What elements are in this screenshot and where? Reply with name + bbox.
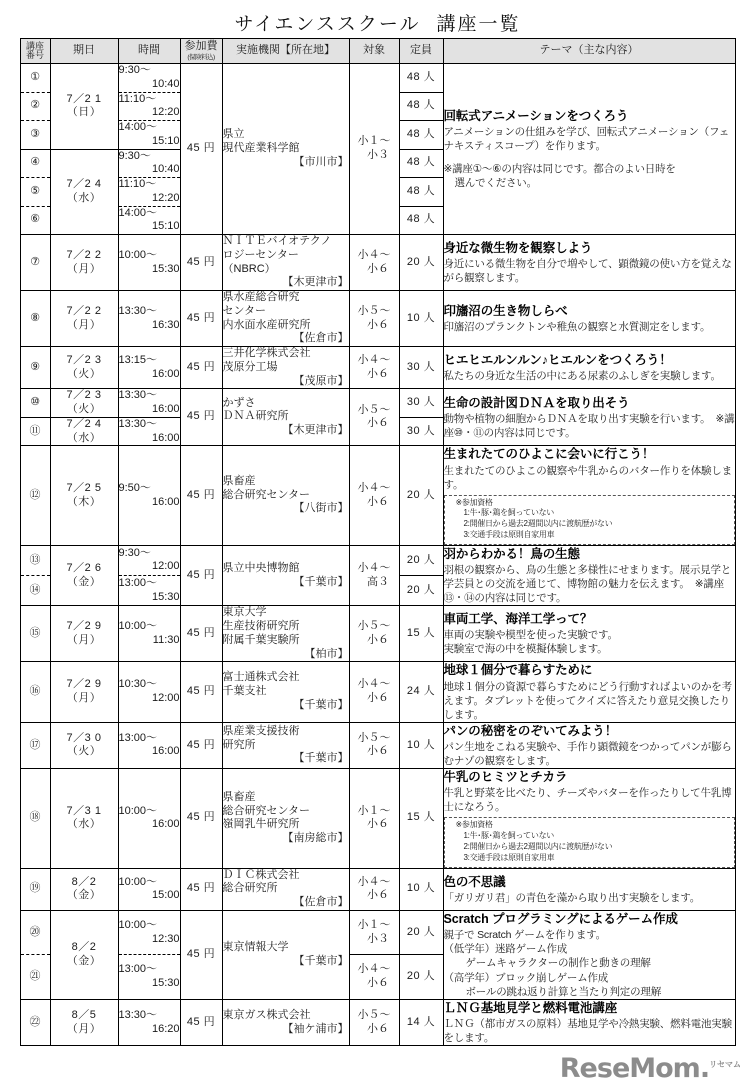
table-row (20, 999, 735, 1045)
cell-target: 小５～ 小６ (349, 722, 399, 768)
qual-item: 1:牛･豚･鶏を飼っていない (463, 831, 554, 841)
theme-desc: ＬＮＧ（都市ガスの原料）基地見学や冷熱実験、燃料電池実験をします。 (443, 1018, 732, 1045)
table-row (20, 910, 735, 955)
cell-date: 7／2 5 （木） (50, 446, 118, 546)
column-header-theme: テーマ（主な内容） (443, 39, 735, 64)
cell-time: 10:00～ 15:00 (118, 868, 180, 910)
column-header-organization: 実施機関【所在地】 (222, 39, 349, 64)
cell-time: 13:00～ 16:00 (118, 722, 180, 768)
qual-item: 3:交通手段は原則自家用車 (463, 852, 555, 862)
cell-capacity: 10 人 (399, 868, 443, 910)
cell-course-no: ④ (20, 149, 50, 178)
cell-organization: 県産業支援技術 研究所 【千葉市】 (222, 722, 349, 768)
theme-desc: パン生地をこねる実験や、手作り顕微鏡をつかってパンが膨らむナゾの観察をします。 (443, 740, 732, 767)
theme-title: ヒエヒエルンルン♪ヒエルンをつくろう！ (443, 352, 672, 367)
cell-organization: 東京情報大学 【千葉市】 (222, 910, 349, 999)
theme-title: ＬＮＧ基地見学と燃料電池講座 (443, 1000, 618, 1015)
cell-fee: 45 円 (180, 722, 222, 768)
cell-theme (443, 446, 735, 546)
qualification-box (444, 495, 735, 545)
cell-fee: 45 円 (180, 64, 222, 235)
column-header-course-no (20, 39, 50, 64)
cell-target: 小４～ 小６ (349, 446, 399, 546)
theme-desc: 身近にいる微生物を自分で増やして、顕微鏡の使い方を覚えながら観察します。 (443, 258, 732, 285)
cell-date: 7／2 6 （金） (50, 545, 118, 605)
watermark-text: ReseMom (559, 1053, 700, 1084)
cell-date: 7／2 3 （火） (50, 347, 118, 389)
cell-target: 小１～ 小６ (349, 769, 399, 869)
table-row (20, 722, 735, 768)
cell-capacity: 10 人 (399, 291, 443, 347)
cell-capacity: 20 人 (399, 235, 443, 291)
cell-capacity: 20 人 (399, 576, 443, 606)
cell-target: 小５～ 小６ (349, 999, 399, 1045)
cell-time: 13:30～ 16:00 (118, 417, 180, 446)
cell-capacity: 30 人 (399, 347, 443, 389)
theme-desc: 車両の実験や模型を使った実験です。 実験室で海の中を模擬体験します。 (443, 629, 618, 656)
cell-fee: 45 円 (180, 389, 222, 446)
cell-time: 9:30～ 10:40 (118, 64, 180, 93)
theme-note: ※講座①～⑥の内容は同じです。都合のよい日時を 選んでください。 (443, 163, 676, 190)
resemom-watermark (560, 1053, 741, 1084)
cell-course-no: ⑰ (20, 722, 50, 768)
column-header-time: 時間 (118, 39, 180, 64)
cell-course-no: ③ (20, 121, 50, 150)
cell-time: 9:30～ 12:00 (118, 545, 180, 575)
cell-theme (443, 722, 735, 768)
table-row (20, 347, 735, 389)
cell-time: 9:50～ 16:00 (118, 446, 180, 546)
cell-capacity: 48 人 (399, 121, 443, 150)
cell-course-no: ⑥ (20, 206, 50, 235)
cell-theme (443, 910, 735, 999)
cell-theme (443, 291, 735, 347)
cell-course-no: ⑨ (20, 347, 50, 389)
theme-desc: 親子で Scratch ゲームを作ります。 (443, 929, 606, 942)
cell-time: 10:00～ 16:00 (118, 769, 180, 869)
cell-organization: 県立中央博物館 【千葉市】 (222, 545, 349, 605)
cell-capacity: 30 人 (399, 389, 443, 418)
cell-course-no: ⑫ (20, 446, 50, 546)
cell-capacity: 48 人 (399, 149, 443, 178)
cell-course-no: ① (20, 64, 50, 93)
theme-desc: 動物や植物の細胞からＤＮＡを取り出す実験を行います。 ※講座⑩・⑪の内容は同じです。 (443, 412, 735, 439)
cell-organization: 富士通株式会社 千葉支社 【千葉市】 (222, 662, 349, 722)
cell-course-no: ⑤ (20, 178, 50, 207)
cell-target: 小５～ 小６ (349, 606, 399, 662)
cell-time: 10:00～ 15:30 (118, 235, 180, 291)
cell-date: 7／3 1 （水） (50, 769, 118, 869)
cell-capacity: 30 人 (399, 417, 443, 446)
cell-theme (443, 235, 735, 291)
qual-item: 2:開催日から過去2週間以内に渡航歴がない (463, 519, 613, 529)
cell-theme (443, 606, 735, 662)
cell-target: 小４～ 小６ (349, 955, 399, 1000)
cell-target: 小４～ 高３ (349, 545, 399, 605)
cell-date: 7／2 2 （月） (50, 291, 118, 347)
cell-theme (443, 999, 735, 1045)
page-title-sub: 講座一覧 (436, 14, 521, 35)
cell-course-no: ⑦ (20, 235, 50, 291)
watermark-tm: リセマム (709, 1060, 741, 1069)
cell-capacity: 24 人 (399, 662, 443, 722)
cell-time: 11:10～ 12:20 (118, 178, 180, 207)
table-row (20, 662, 735, 722)
cell-course-no: ⑬ (20, 545, 50, 575)
qualification-box (444, 817, 735, 867)
cell-theme (443, 347, 735, 389)
cell-date: 7／2 1 （日） (50, 64, 118, 150)
cell-theme (443, 769, 735, 869)
theme-title: パンの秘密をのぞいてみよう！ (443, 723, 618, 738)
cell-time: 13:30～ 16:30 (118, 291, 180, 347)
theme-desc: アニメーションの仕組みを学び、回転式アニメーション（フェナキスティスコープ）を作ります。 (443, 126, 730, 153)
cell-course-no: ⑯ (20, 662, 50, 722)
table-row (20, 389, 735, 418)
cell-date: 7／3 0 （火） (50, 722, 118, 768)
watermark-dot: . (699, 1053, 710, 1084)
cell-time: 10:00～ 11:30 (118, 606, 180, 662)
cell-fee: 45 円 (180, 545, 222, 605)
cell-theme (443, 64, 735, 235)
table-row (20, 446, 735, 546)
cell-capacity: 15 人 (399, 606, 443, 662)
theme-title: Scratch プログラミングによるゲーム作成 (443, 911, 678, 926)
cell-course-no: ⑮ (20, 606, 50, 662)
theme-desc: 私たちの身近な生活の中にある尿素のふしぎを実験します。 (443, 370, 721, 383)
cell-target: 小４～ 小６ (349, 347, 399, 389)
theme-desc: 「ガリガリ君」の青色を藻から取り出す実験をします。 (443, 891, 701, 904)
theme-title: 羽からわかる！鳥の生態 (443, 546, 580, 561)
theme-desc: 印旛沼のプランクトンや稚魚の観察と水質測定をします。 (443, 321, 711, 334)
theme-list (444, 942, 735, 999)
theme-list-item: ボールの跳ね返り計算と当たり判定の理解 (465, 985, 661, 998)
cell-fee: 45 円 (180, 606, 222, 662)
cell-time: 10:30～ 12:00 (118, 662, 180, 722)
cell-time: 11:10～ 12:20 (118, 92, 180, 121)
table-row (20, 545, 735, 575)
header-fee-main: 参加費 (184, 40, 218, 53)
header-no-line2: 番号 (25, 50, 44, 60)
qual-item: 2:開催日から過去2週間以内に渡航歴がない (463, 842, 613, 852)
cell-organization: ＤＩＣ株式会社 総合研究所 【佐倉市】 (222, 868, 349, 910)
course-schedule-table (20, 38, 736, 1046)
cell-fee: 45 円 (180, 999, 222, 1045)
cell-date: 8／2 （金） (50, 868, 118, 910)
table-row (20, 868, 735, 910)
theme-list-item: （低学年）迷路ゲーム作成 (443, 943, 568, 956)
cell-fee: 45 円 (180, 347, 222, 389)
cell-target: 小１～ 小３ (349, 910, 399, 955)
cell-date: 8／5 （月） (50, 999, 118, 1045)
qual-head: ※参加資格 (455, 497, 493, 507)
table-row (20, 769, 735, 869)
table-row (20, 64, 735, 93)
qual-item: 3:交通手段は原則自家用車 (463, 530, 555, 540)
cell-course-no: ⑳ (20, 910, 50, 955)
cell-course-no: ⑩ (20, 389, 50, 418)
theme-list-item: ゲームキャラクターの制作と動きの理解 (465, 957, 651, 970)
cell-organization: 県立 現代産業科学館 【市川市】 (222, 64, 349, 235)
cell-theme (443, 662, 735, 722)
cell-date: 7／2 3 （火） (50, 389, 118, 418)
cell-course-no: ② (20, 92, 50, 121)
theme-title: 印旛沼の生き物しらべ (443, 303, 568, 318)
table-row (20, 606, 735, 662)
cell-capacity: 20 人 (399, 955, 443, 1000)
header-no-line1: 講座 (25, 40, 44, 51)
table-header-row (20, 39, 735, 64)
cell-date: 7／2 2 （月） (50, 235, 118, 291)
cell-time: 13:15～ 16:00 (118, 347, 180, 389)
cell-organization: かずさ ＤＮＡ研究所 【木更津市】 (222, 389, 349, 446)
cell-capacity: 48 人 (399, 206, 443, 235)
cell-fee: 45 円 (180, 910, 222, 999)
cell-course-no: ⑭ (20, 576, 50, 606)
theme-desc: 牛乳と野菜を比べたり、チーズやバターを作ったりして牛乳博士になろう。 (443, 787, 732, 814)
cell-theme (443, 389, 735, 446)
cell-course-no: ⑲ (20, 868, 50, 910)
column-header-target: 対象 (349, 39, 399, 64)
cell-organization: 東京大学 生産技術研究所 附属千葉実験所 【柏市】 (222, 606, 349, 662)
cell-time: 13:00～ 15:30 (118, 955, 180, 1000)
cell-fee: 45 円 (180, 769, 222, 869)
theme-title: 生命の設計図ＤＮＡを取り出そう (443, 395, 630, 410)
theme-title: 車両工学、海洋工学って？ (443, 612, 593, 627)
theme-title: 牛乳のヒミツとチカラ (443, 770, 568, 785)
cell-fee: 45 円 (180, 662, 222, 722)
qual-head: ※参加資格 (455, 820, 493, 830)
cell-organization: 県畜産 総合研究センター 【八街市】 (222, 446, 349, 546)
theme-list-item: （高学年）ブロック崩しゲーム作成 (443, 971, 609, 984)
cell-fee: 45 円 (180, 868, 222, 910)
cell-organization: 県畜産 総合研究センター 嶺岡乳牛研究所 【南房総市】 (222, 769, 349, 869)
page-title-main: サイエンススクール (234, 14, 421, 35)
header-fee-sub: (保険料込) (187, 53, 215, 61)
cell-course-no: ㉒ (20, 999, 50, 1045)
cell-target: 小５～ 小６ (349, 291, 399, 347)
theme-desc: 生まれたてのひよこの観察や牛乳からのバター作りを体験します。 (443, 464, 732, 491)
cell-time: 13:30～ 16:20 (118, 999, 180, 1045)
cell-course-no: ⑧ (20, 291, 50, 347)
cell-organization: ＮＩＴＥバイオテクノ ロジーセンター （NBRC） 【木更津市】 (222, 235, 349, 291)
cell-fee: 45 円 (180, 446, 222, 546)
cell-date: 7／2 9 （月） (50, 606, 118, 662)
cell-capacity: 20 人 (399, 446, 443, 546)
cell-time: 13:30～ 16:00 (118, 389, 180, 418)
cell-target: 小４～ 小６ (349, 868, 399, 910)
theme-title: 色の不思議 (443, 874, 506, 889)
cell-capacity: 48 人 (399, 92, 443, 121)
cell-organization: 三井化学株式会社 茂原分工場 【茂原市】 (222, 347, 349, 389)
cell-fee: 45 円 (180, 291, 222, 347)
cell-target: 小１～ 小３ (349, 64, 399, 235)
theme-title: 回転式アニメーションをつくろう (443, 108, 629, 123)
cell-capacity: 48 人 (399, 178, 443, 207)
cell-course-no: ⑱ (20, 769, 50, 869)
qual-item: 1:牛･豚･鶏を飼っていない (463, 508, 554, 518)
cell-date: 7／2 4 （水） (50, 417, 118, 446)
cell-course-no: ⑪ (20, 417, 50, 446)
cell-time: 9:30～ 10:40 (118, 149, 180, 178)
cell-time: 10:00～ 12:30 (118, 910, 180, 955)
cell-fee: 45 円 (180, 235, 222, 291)
cell-theme (443, 868, 735, 910)
cell-capacity: 10 人 (399, 722, 443, 768)
cell-target: 小５～ 小６ (349, 389, 399, 446)
cell-capacity: 15 人 (399, 769, 443, 869)
theme-desc: 地球１個分の資源で暮らすためにどう行動すればよいのかを考えます。タブレットを使ってクイズに答えたり意見交換したりします。 (443, 680, 732, 721)
cell-capacity: 48 人 (399, 64, 443, 93)
cell-time: 14:00～ 15:10 (118, 206, 180, 235)
cell-date: 7／2 4 （水） (50, 149, 118, 235)
cell-course-no: ㉑ (20, 955, 50, 1000)
cell-capacity: 14 人 (399, 999, 443, 1045)
cell-target: 小４～ 小６ (349, 662, 399, 722)
cell-capacity: 20 人 (399, 910, 443, 955)
cell-capacity: 20 人 (399, 545, 443, 575)
theme-title: 生まれたてのひよこに会いに行こう！ (443, 447, 655, 462)
column-header-date: 期日 (50, 39, 118, 64)
cell-time: 13:00～ 15:30 (118, 576, 180, 606)
cell-date: 7／2 9 （月） (50, 662, 118, 722)
theme-title: 身近な微生物を観察しよう (443, 240, 593, 255)
cell-theme (443, 545, 735, 605)
theme-title: 地球１個分で暮らすために (443, 663, 593, 678)
cell-organization: 東京ガス株式会社 【袖ケ浦市】 (222, 999, 349, 1045)
cell-target: 小４～ 小６ (349, 235, 399, 291)
cell-date: 8／2 （金） (50, 910, 118, 999)
cell-time: 14:00～ 15:10 (118, 121, 180, 150)
cell-organization: 県水産総合研究 センター 内水面水産研究所 【佐倉市】 (222, 291, 349, 347)
column-header-capacity: 定員 (399, 39, 443, 64)
table-row (20, 235, 735, 291)
page-title (0, 0, 755, 38)
column-header-fee (180, 39, 222, 64)
table-row (20, 291, 735, 347)
theme-desc: 羽根の観察から、鳥の生態と多様性にせまります。展示見学と学芸員との交流を通じて、博物館の魅力を伝えます。 ※講座⑬・⑭の内容は同じです。 (443, 564, 732, 605)
